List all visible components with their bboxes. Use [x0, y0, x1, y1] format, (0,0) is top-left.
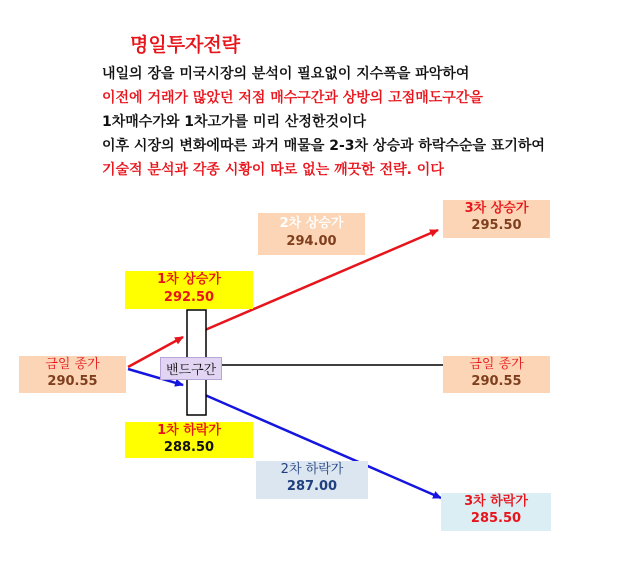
- text-line-4: 이후 시장의 변화에따른 과거 매물을 2-3차 상승과 하락수순을 표기하여: [102, 138, 545, 154]
- up3-value: 295.50: [471, 218, 522, 233]
- down2-label: 2차 하락가: [280, 462, 344, 477]
- up1-box: [125, 271, 253, 309]
- text-line-3: 1차매수가와 1차고가를 미리 산정한것이다: [102, 114, 367, 130]
- up2-label: 2차 상승가: [279, 216, 344, 231]
- band-label: 밴드구간: [160, 357, 222, 380]
- up1-label: 1차 상승가: [157, 272, 221, 287]
- up3-box: [443, 200, 550, 238]
- close-left-value: 290.55: [47, 374, 98, 389]
- close-right-label: 금일 종가: [469, 357, 524, 372]
- down3-value: 285.50: [470, 511, 522, 526]
- up1-value: 292.50: [163, 290, 215, 305]
- text-line-1: 내일의 장을 미국시장의 분석이 필요없이 지수폭을 파악하여: [102, 66, 470, 82]
- down1-label: 1차 하락가: [157, 423, 221, 438]
- page-title: 명일투자전략: [130, 34, 241, 56]
- text-line-5: 기술적 분석과 각종 시황이 따로 없는 깨끗한 전략. 이다: [102, 162, 444, 178]
- down2-box: [256, 461, 368, 499]
- down3-label: 3차 하락가: [464, 494, 528, 509]
- close-right-box: [443, 356, 550, 393]
- close-right-value: 290.55: [471, 374, 522, 389]
- text-line-2: 이전에 거래가 많았던 저점 매수구간과 상방의 고점매도구간을: [102, 90, 483, 106]
- down2-value: 287.00: [286, 479, 338, 494]
- down3-box: [441, 493, 551, 531]
- down1-value: 288.50: [163, 440, 215, 455]
- up3-label: 3차 상승가: [464, 201, 529, 216]
- close-left-box: [19, 356, 126, 393]
- down1-box: [125, 422, 253, 458]
- up2-box: [258, 213, 365, 255]
- close-left-label: 금일 종가: [45, 357, 100, 372]
- up2-value: 294.00: [286, 234, 337, 249]
